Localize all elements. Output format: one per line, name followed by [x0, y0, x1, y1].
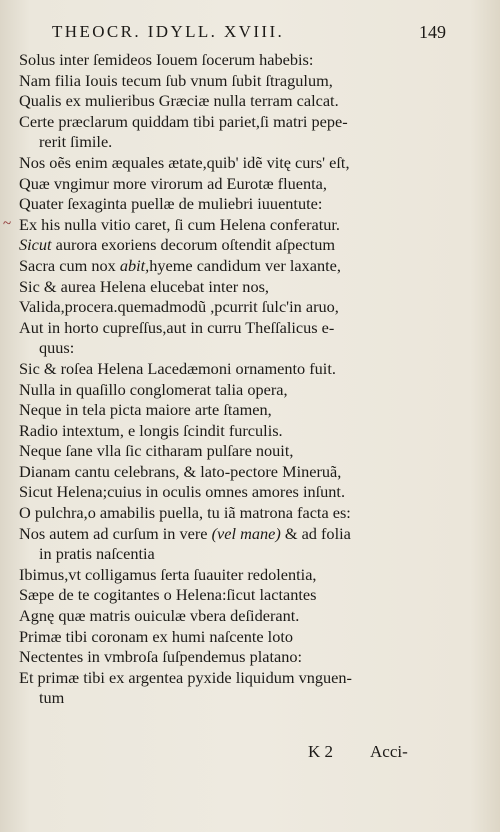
- text-line: [19, 71, 411, 92]
- text-line: [19, 627, 411, 648]
- text-line: [19, 462, 411, 483]
- text-line: [19, 318, 411, 339]
- page-header: [52, 22, 446, 44]
- poem-text: [3, 50, 411, 709]
- line-text: Certe præclarum quiddam tibi pariet,ſi matri pepe-: [19, 111, 348, 131]
- text-line: [19, 380, 411, 401]
- line-text: Solus inter ſemideos Iouem ſocerum habebis:: [19, 50, 314, 69]
- line-text: aurora exoriens decorum oſtendit aſpectum: [51, 235, 336, 255]
- text-line: [19, 421, 411, 442]
- line-text: rerit ſimile.: [39, 132, 113, 152]
- page-number: 149: [419, 22, 446, 42]
- line-text: Nam filia Iouis tecum ſub vnum ſubit ſtragulum,: [19, 70, 333, 90]
- line-text: Aut in horto cupreſſus,aut in curru Theſſalicus e-: [19, 317, 335, 337]
- line-text: in pratis naſcentia: [39, 544, 155, 564]
- line-text: Quæ vngimur more virorum ad Eurotæ fluenta,: [19, 173, 327, 193]
- text-line: [19, 544, 411, 565]
- text-line: [19, 235, 411, 256]
- text-line: [3, 214, 411, 236]
- signature-mark: K 2: [308, 742, 334, 761]
- text-line: [19, 400, 411, 421]
- margin-marker: ~: [3, 215, 12, 232]
- line-text: Sic & roſea Helena Lacedæmoni ornamento fuit.: [19, 358, 336, 378]
- line-text: Nulla in quaſillo conglomerat talia opera,: [19, 379, 288, 399]
- running-head: THEOCR. IDYLL. XVIII.: [52, 22, 285, 41]
- text-line: [19, 256, 411, 277]
- text-line: [19, 606, 411, 627]
- text-line: [19, 565, 411, 586]
- text-line: [19, 647, 411, 668]
- line-text: Ibimus,vt colligamus ſerta ſuauiter redolentia,: [19, 564, 317, 584]
- line-text: Et primæ tibi ex argentea pyxide liquidum vnguen-: [19, 667, 352, 687]
- line-text: Neque ſane vlla ſic citharam pulſare nouit,: [19, 441, 294, 461]
- text-line: [19, 441, 411, 462]
- line-italic-mid: (vel mane): [211, 523, 281, 543]
- line-text: Sic & aurea Helena elucebat inter nos,: [19, 276, 269, 296]
- line-text: Quater ſexaginta puellæ de muliebri iuuentute:: [19, 194, 323, 214]
- text-line: [19, 482, 411, 503]
- text-line: [19, 585, 411, 606]
- text-line: [19, 297, 411, 318]
- text-line: [19, 338, 411, 359]
- text-line: [19, 503, 411, 524]
- line-text: Radio intextum, e longis ſcindit furculis.: [19, 420, 283, 440]
- text-line: [19, 50, 411, 71]
- line-text: quus:: [39, 338, 75, 358]
- line-text: Sicut Helena;cuius in oculis omnes amores inſunt.: [19, 482, 346, 502]
- text-line: [19, 194, 411, 215]
- line-text: Agnę quæ matris ouiculæ vbera deſiderant.: [19, 606, 300, 626]
- line-text: Valida,procera.quemadmodũ ,pcurrit ſulc'in aruo,: [19, 297, 339, 317]
- line-text: Primæ tibi coronam ex humi naſcente loto: [19, 626, 294, 646]
- catchword: Acci-: [370, 742, 408, 761]
- line-text: O pulchra,o amabilis puella, tu iã matrona facta es:: [19, 503, 351, 523]
- line-text: Nectentes in vmbroſa ſuſpendemus platano:: [19, 647, 303, 667]
- text-line: [19, 153, 411, 174]
- text-line: [19, 524, 411, 545]
- line-text-tail: & ad folia: [280, 523, 351, 543]
- line-text: Nos oẽs enim æquales ætate,quib' idẽ vitę curs' eſt,: [19, 152, 350, 172]
- text-line: [19, 277, 411, 298]
- line-text: Sacra cum nox: [19, 255, 120, 275]
- line-text: Ex his nulla vitio caret, ſi cum Helena conferatur.: [19, 214, 340, 234]
- text-line: [19, 688, 411, 709]
- text-line: [19, 174, 411, 195]
- text-line: [19, 359, 411, 380]
- line-text: Qualis ex mulieribus Græciæ nulla terram calcat.: [19, 91, 339, 111]
- text-line: [19, 91, 411, 112]
- line-text: Sæpe de te cogitantes o Helena:ſicut lactantes: [19, 585, 317, 605]
- text-line: [19, 132, 411, 153]
- line-text: Dianam cantu celebrans, & lato-pectore Mineruã,: [19, 461, 342, 481]
- line-italic-mid: abit,: [119, 255, 150, 275]
- line-text: Nos autem ad curſum in vere: [19, 523, 212, 543]
- page-footer: [19, 742, 411, 766]
- line-italic-lead: Sicut: [19, 235, 52, 255]
- line-text: Neque in tela picta maiore arte ſtamen,: [19, 400, 272, 420]
- text-line: [19, 668, 411, 689]
- line-text: tum: [39, 688, 65, 708]
- line-text-tail: hyeme candidum ver laxante,: [149, 255, 341, 275]
- text-line: [19, 112, 411, 133]
